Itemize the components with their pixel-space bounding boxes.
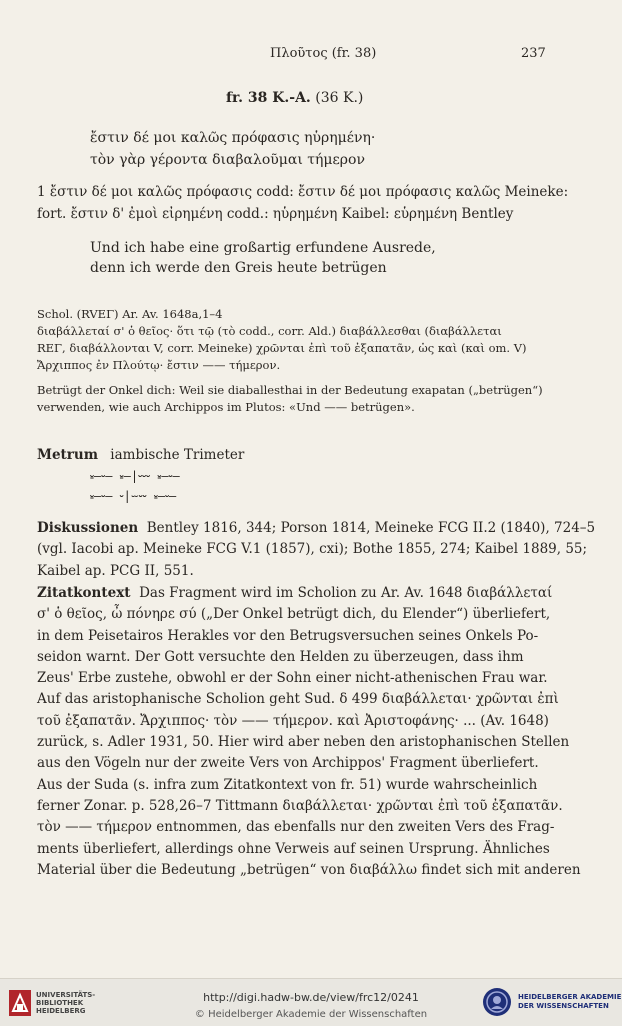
library-line: BIBLIOTHEK — [36, 999, 84, 1007]
fragment-number: fr. 38 K.-A. — [226, 90, 311, 106]
scholion-line: REΓ, διαβάλλονται V, corr. Meineke) χρῶνται ἐπὶ τοῦ ἐξαπατᾶν, ὡς καὶ (καὶ om. V) — [37, 341, 527, 355]
zitatkontext-line: ments überliefert, allerdings ohne Verweis auf seinen Ursprung. Ähnliches — [37, 840, 550, 857]
metrum-section — [37, 447, 244, 463]
scholion-translation-line: Betrügt der Onkel dich: Weil sie diaballesthai in der Bedeutung exapatan („betrügen“) — [37, 383, 543, 397]
zitatkontext-line: Das Fragment wird im Scholion zu Ar. Av. 1648 διαβάλλεταί — [139, 585, 553, 601]
diskussionen-line: Kaibel ap. PCG II, 551. — [37, 562, 194, 579]
scholion-line: Ἄρχιππος ἐν Πλούτῳ· ἔστιν —— τήμερον. — [37, 358, 281, 372]
apparatus-line: fort. ἔστιν δ' ἐμοὶ εἰρημένη codd.: ηὑρημένη Kaibel: εὑρημένη Bentley — [37, 206, 514, 222]
library-line: UNIVERSITÄTS- — [36, 991, 96, 999]
verse-line: ἔστιν δέ μοι καλῶς πρόφασις ηὑρημένη· — [90, 130, 376, 146]
zitatkontext-line: Aus der Suda (s. infra zum Zitatkontext von fr. 51) wurde wahrscheinlich — [37, 776, 538, 793]
zitatkontext-line: Zeus' Erbe zustehe, obwohl er der Sohn einer nicht-athenischen Frau war. — [37, 670, 548, 687]
diskussionen-section — [37, 518, 596, 582]
zitatkontext-line: τοῦ ἐξαπατᾶν. Ἄρχιππος· τὸν —— τήμερον. καὶ Ἀριστοφάνης· ... (Av. 1648) — [37, 712, 549, 729]
metrum-label: Metrum — [37, 447, 98, 463]
academy-name — [518, 993, 621, 1011]
academy-line: HEIDELBERGER AKADEMIE — [518, 993, 622, 1001]
zitatkontext-line: zurück, s. Adler 1931, 50. Hier wird aber neben den aristophanischen Stellen — [37, 734, 570, 751]
zitatkontext-first-line — [37, 583, 553, 604]
zitatkontext-line: ferner Zonar. p. 528,26–7 Tittmann διαβάλλεται· χρῶνται ἐπὶ τοῦ ἐξαπατᾶν. — [37, 797, 563, 814]
zitatkontext-line: in dem Peisetairos Herakles vor den Betrugsversuchen seines Onkels Po- — [37, 627, 539, 644]
permalink-url[interactable]: http://digi.hadw-bw.de/view/frc12/0241 — [203, 991, 419, 1004]
academy-seal-icon[interactable] — [482, 987, 512, 1017]
metrum-text: iambische Trimeter — [110, 447, 245, 463]
zitatkontext-line: seidon warnt. Der Gott versuchte den Helden zu überzeugen, dass ihm — [37, 648, 524, 665]
zitatkontext-section — [37, 583, 581, 881]
page-number: 237 — [521, 46, 546, 61]
copyright-notice: © Heidelberger Akademie der Wissenschaften — [194, 1009, 428, 1020]
viewer-footer — [0, 978, 622, 1026]
academy-line: DER WISSENSCHAFTEN — [518, 1002, 609, 1010]
verse-line: τὸν γὰρ γέροντα διαβαλοῦμαι τήμερον — [90, 152, 365, 168]
scholion-reference: Schol. (RVEΓ) Ar. Av. 1648a,1–4 — [37, 307, 223, 321]
diskussionen-line: (vgl. Iacobi ap. Meineke FCG V.1 (1857), cxi); Bothe 1855, 274; Kaibel 1889, 55; — [37, 541, 588, 558]
diskussionen-label: Diskussionen — [37, 520, 139, 536]
fragment-alt-number: (36 K.) — [315, 90, 364, 106]
zitatkontext-line: τὸν —— τήμερον entnommen, das ebenfalls nur den zweiten Vers des Frag- — [37, 819, 555, 836]
running-title: Πλοῦτος (fr. 38) — [270, 46, 377, 61]
fragment-title — [226, 90, 363, 106]
zitatkontext-line: Material über die Bedeutung „betrügen“ von διαβάλλω findet sich mit anderen — [37, 861, 581, 878]
metrum-scheme-line: ⏓–⏑– ⏑|⏖⏑⏑ ⏓–⏑– — [90, 489, 177, 503]
apparatus-line: 1 ἔστιν δέ μοι καλῶς πρόφασις codd: ἔστιν δέ μοι πρόφασις καλῶς Meineke: — [37, 184, 569, 200]
scholion-line: διαβάλλεταί σ' ὁ θεῖος· ὅτι τῷ (τὸ codd., corr. Ald.) διαβάλλεσθαι (διαβάλλεται — [37, 324, 502, 338]
zitatkontext-line: σ' ὁ θεῖος, ὦ πόνηρε σύ („Der Onkel betrügt dich, du Elender“) überliefert, — [37, 606, 551, 623]
zitatkontext-label: Zitatkontext — [37, 585, 131, 601]
diskussionen-first-line — [37, 518, 596, 539]
translation-line: denn ich werde den Greis heute betrügen — [90, 260, 387, 276]
translation-line: Und ich habe eine großartig erfundene Ausrede, — [90, 240, 436, 256]
metrum-scheme-line: ⏓–⏑– ⏓–|⏑⏑⏑ ⏓–⏑– — [90, 469, 180, 483]
scholion-translation-line: verwenden, wie auch Archippos im Plutos: «Und —— betrügen». — [37, 400, 415, 414]
library-line: HEIDELBERG — [36, 1007, 86, 1015]
zitatkontext-line: Auf das aristophanische Scholion geht Sud. δ 499 διαβάλλεται· χρῶνται ἐπὶ — [37, 691, 559, 708]
zitatkontext-line: aus den Vögeln nur der zweite Vers von Archippos' Fragment überliefert. — [37, 755, 539, 772]
diskussionen-line: Bentley 1816, 344; Porson 1814, Meineke FCG II.2 (1840), 724–5 — [146, 520, 596, 536]
